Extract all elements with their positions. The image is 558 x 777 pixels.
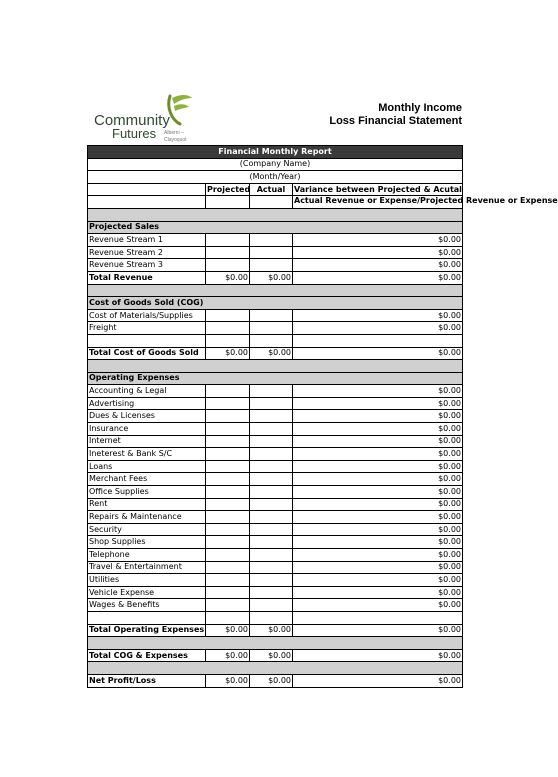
report-heading: Financial Monthly Report xyxy=(88,146,463,159)
projected-cell xyxy=(206,309,250,322)
total-variance: $0.00 xyxy=(293,271,463,284)
variance-note: Actual Revenue or Expense/Projected Revenue or Expense xyxy=(293,196,463,209)
line-item-row xyxy=(88,410,463,423)
line-item-label: Loans xyxy=(88,460,206,473)
spacer-row xyxy=(88,662,463,675)
total-variance: $0.00 xyxy=(293,347,463,360)
variance-cell: $0.00 xyxy=(293,423,463,436)
blank-cell xyxy=(206,334,250,347)
header-variance: Variance between Projected & Acutal xyxy=(293,183,463,196)
total-row xyxy=(88,271,463,284)
line-item-label: Revenue Stream 1 xyxy=(88,234,206,247)
projected-cell xyxy=(206,410,250,423)
actual-cell xyxy=(250,574,293,587)
note-blank xyxy=(206,196,250,209)
title-line-2: Loss Financial Statement xyxy=(329,115,462,127)
variance-cell: $0.00 xyxy=(293,511,463,524)
title-line-1: Monthly Income xyxy=(378,102,462,114)
header-blank xyxy=(88,183,206,196)
variance-cell: $0.00 xyxy=(293,259,463,272)
projected-cell xyxy=(206,460,250,473)
projected-cell xyxy=(206,435,250,448)
variance-cell: $0.00 xyxy=(293,385,463,398)
line-item-row xyxy=(88,574,463,587)
variance-note-row xyxy=(88,196,463,209)
variance-cell: $0.00 xyxy=(293,397,463,410)
actual-cell xyxy=(250,448,293,461)
actual-cell xyxy=(250,259,293,272)
projected-cell xyxy=(206,549,250,562)
projected-cell xyxy=(206,536,250,549)
report-heading-row xyxy=(88,146,463,159)
line-item-label: Merchant Fees xyxy=(88,473,206,486)
actual-cell xyxy=(250,309,293,322)
total-label: Total Operating Expenses xyxy=(88,624,206,637)
svg-text:Clayoquot: Clayoquot xyxy=(164,137,187,143)
actual-cell xyxy=(250,599,293,612)
actual-cell xyxy=(250,498,293,511)
total-actual: $0.00 xyxy=(250,674,293,687)
report-period: (Month/Year) xyxy=(88,171,463,184)
spacer-cell xyxy=(88,208,463,221)
spacer-cell xyxy=(88,637,463,650)
actual-cell xyxy=(250,410,293,423)
spacer-row xyxy=(88,208,463,221)
line-item-row xyxy=(88,586,463,599)
variance-cell: $0.00 xyxy=(293,460,463,473)
line-item-row xyxy=(88,309,463,322)
line-item-row xyxy=(88,486,463,499)
line-item-row xyxy=(88,246,463,259)
line-item-row xyxy=(88,435,463,448)
total-label: Total COG & Expenses xyxy=(88,649,206,662)
actual-cell xyxy=(250,523,293,536)
blank-row xyxy=(88,334,463,347)
blank-cell xyxy=(250,611,293,624)
projected-cell xyxy=(206,397,250,410)
line-item-row xyxy=(88,259,463,272)
projected-cell xyxy=(206,423,250,436)
line-item-label: Ineterest & Bank S/C xyxy=(88,448,206,461)
company-row xyxy=(88,158,463,171)
total-row xyxy=(88,624,463,637)
total-projected: $0.00 xyxy=(206,674,250,687)
line-item-label: Rent xyxy=(88,498,206,511)
projected-cell xyxy=(206,599,250,612)
actual-cell xyxy=(250,511,293,524)
total-projected: $0.00 xyxy=(206,649,250,662)
variance-cell: $0.00 xyxy=(293,246,463,259)
projected-cell xyxy=(206,523,250,536)
variance-cell: $0.00 xyxy=(293,536,463,549)
total-row xyxy=(88,347,463,360)
line-item-label: Utilities xyxy=(88,574,206,587)
actual-cell xyxy=(250,586,293,599)
variance-cell: $0.00 xyxy=(293,309,463,322)
projected-cell xyxy=(206,473,250,486)
section-title: Projected Sales xyxy=(88,221,463,234)
line-item-label: Vehicle Expense xyxy=(88,586,206,599)
variance-cell: $0.00 xyxy=(293,486,463,499)
variance-cell: $0.00 xyxy=(293,498,463,511)
line-item-label: Security xyxy=(88,523,206,536)
variance-cell: $0.00 xyxy=(293,322,463,335)
total-actual: $0.00 xyxy=(250,271,293,284)
line-item-label: Repairs & Maintenance xyxy=(88,511,206,524)
variance-cell: $0.00 xyxy=(293,561,463,574)
community-futures-logo xyxy=(92,90,202,146)
actual-cell xyxy=(250,561,293,574)
total-row xyxy=(88,649,463,662)
company-name: (Company Name) xyxy=(88,158,463,171)
section-title: Operating Expenses xyxy=(88,372,463,385)
line-item-label: Revenue Stream 2 xyxy=(88,246,206,259)
line-item-label: Freight xyxy=(88,322,206,335)
variance-cell: $0.00 xyxy=(293,448,463,461)
variance-cell: $0.00 xyxy=(293,234,463,247)
total-projected: $0.00 xyxy=(206,624,250,637)
variance-cell: $0.00 xyxy=(293,523,463,536)
blank-cell xyxy=(88,611,206,624)
projected-cell xyxy=(206,574,250,587)
line-item-label: Wages & Benefits xyxy=(88,599,206,612)
svg-text:Futures: Futures xyxy=(112,126,157,141)
spacer-cell xyxy=(88,360,463,373)
column-header-row xyxy=(88,183,463,196)
line-item-row xyxy=(88,448,463,461)
total-label: Total Revenue xyxy=(88,271,206,284)
total-variance: $0.00 xyxy=(293,649,463,662)
period-row xyxy=(88,171,463,184)
line-item-label: Shop Supplies xyxy=(88,536,206,549)
line-item-label: Office Supplies xyxy=(88,486,206,499)
section-title: Cost of Goods Sold (COG) xyxy=(88,297,463,310)
line-item-row xyxy=(88,473,463,486)
projected-cell xyxy=(206,586,250,599)
total-projected: $0.00 xyxy=(206,271,250,284)
projected-cell xyxy=(206,234,250,247)
line-item-label: Insurance xyxy=(88,423,206,436)
actual-cell xyxy=(250,549,293,562)
total-variance: $0.00 xyxy=(293,624,463,637)
svg-text:Alberni –: Alberni – xyxy=(164,130,184,136)
line-item-row xyxy=(88,561,463,574)
projected-cell xyxy=(206,322,250,335)
line-item-label: Travel & Entertainment xyxy=(88,561,206,574)
line-item-label: Cost of Materials/Supplies xyxy=(88,309,206,322)
header-actual: Actual xyxy=(250,183,293,196)
spacer-row xyxy=(88,637,463,650)
spacer-row xyxy=(88,284,463,297)
line-item-row xyxy=(88,536,463,549)
line-item-label: Dues & Licenses xyxy=(88,410,206,423)
variance-cell: $0.00 xyxy=(293,574,463,587)
actual-cell xyxy=(250,322,293,335)
actual-cell xyxy=(250,435,293,448)
note-blank xyxy=(88,196,206,209)
header-projected: Projected xyxy=(206,183,250,196)
line-item-row xyxy=(88,423,463,436)
line-item-row xyxy=(88,498,463,511)
actual-cell xyxy=(250,385,293,398)
spacer-cell xyxy=(88,284,463,297)
blank-row xyxy=(88,611,463,624)
variance-cell: $0.00 xyxy=(293,586,463,599)
actual-cell xyxy=(250,234,293,247)
blank-cell xyxy=(206,611,250,624)
line-item-row xyxy=(88,322,463,335)
projected-cell xyxy=(206,259,250,272)
projected-cell xyxy=(206,448,250,461)
projected-cell xyxy=(206,561,250,574)
total-actual: $0.00 xyxy=(250,347,293,360)
line-item-row xyxy=(88,549,463,562)
spacer-cell xyxy=(88,662,463,675)
variance-cell: $0.00 xyxy=(293,549,463,562)
projected-cell xyxy=(206,246,250,259)
total-label: Total Cost of Goods Sold xyxy=(88,347,206,360)
total-actual: $0.00 xyxy=(250,624,293,637)
section-header-row xyxy=(88,297,463,310)
line-item-row xyxy=(88,599,463,612)
line-item-row xyxy=(88,397,463,410)
line-item-row xyxy=(88,523,463,536)
line-item-label: Telephone xyxy=(88,549,206,562)
note-blank xyxy=(250,196,293,209)
total-actual: $0.00 xyxy=(250,649,293,662)
projected-cell xyxy=(206,385,250,398)
line-item-row xyxy=(88,234,463,247)
actual-cell xyxy=(250,423,293,436)
projected-cell xyxy=(206,498,250,511)
blank-cell xyxy=(88,334,206,347)
line-item-label: Accounting & Legal xyxy=(88,385,206,398)
total-label: Net Profit/Loss xyxy=(88,674,206,687)
actual-cell xyxy=(250,536,293,549)
projected-cell xyxy=(206,511,250,524)
spacer-row xyxy=(88,360,463,373)
line-item-label: Revenue Stream 3 xyxy=(88,259,206,272)
line-item-label: Advertising xyxy=(88,397,206,410)
actual-cell xyxy=(250,473,293,486)
actual-cell xyxy=(250,397,293,410)
variance-cell: $0.00 xyxy=(293,410,463,423)
section-header-row xyxy=(88,372,463,385)
projected-cell xyxy=(206,486,250,499)
line-item-row xyxy=(88,511,463,524)
blank-cell xyxy=(250,334,293,347)
total-row xyxy=(88,674,463,687)
blank-cell xyxy=(293,334,463,347)
financial-report-table xyxy=(87,145,558,688)
document-title xyxy=(329,102,462,128)
variance-cell: $0.00 xyxy=(293,599,463,612)
line-item-row xyxy=(88,385,463,398)
total-variance: $0.00 xyxy=(293,674,463,687)
total-projected: $0.00 xyxy=(206,347,250,360)
actual-cell xyxy=(250,246,293,259)
actual-cell xyxy=(250,460,293,473)
variance-cell: $0.00 xyxy=(293,473,463,486)
line-item-row xyxy=(88,460,463,473)
actual-cell xyxy=(250,486,293,499)
section-header-row xyxy=(88,221,463,234)
variance-cell: $0.00 xyxy=(293,435,463,448)
line-item-label: Internet xyxy=(88,435,206,448)
svg-text:Community: Community xyxy=(94,112,170,129)
blank-cell xyxy=(293,611,463,624)
